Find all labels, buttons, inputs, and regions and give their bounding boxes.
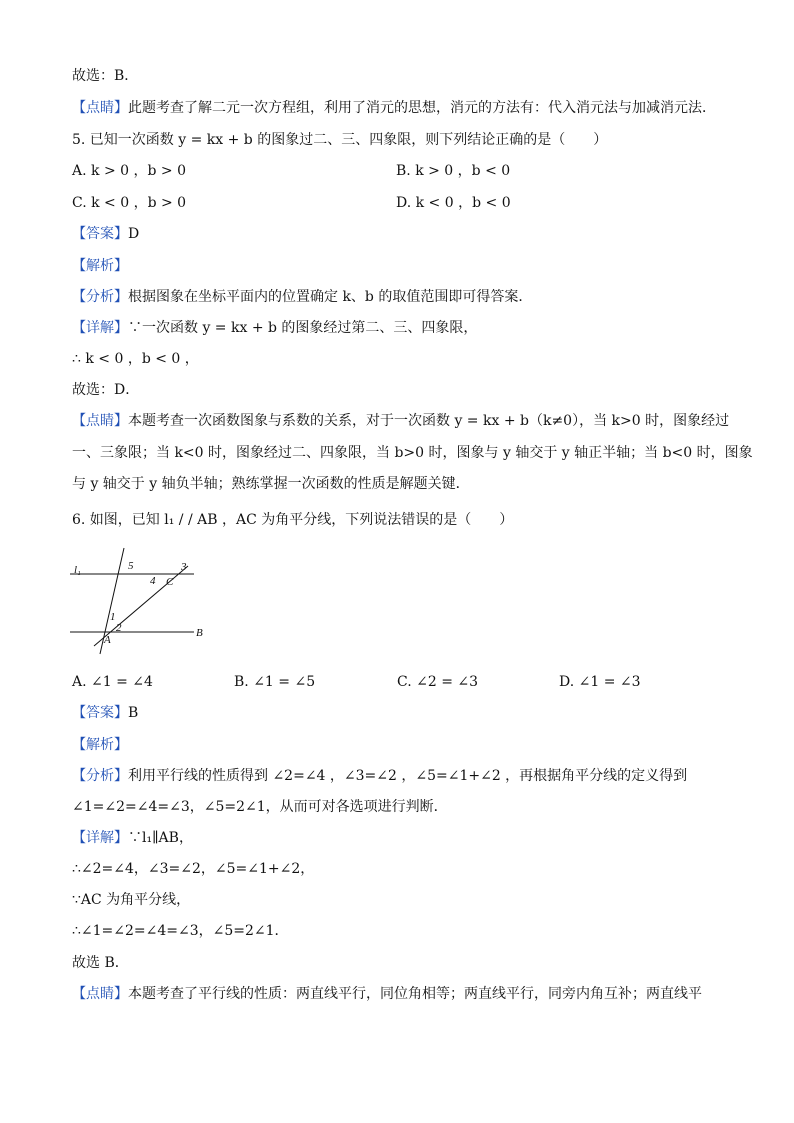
section-tag: 【点睛】 — [72, 986, 128, 1002]
text-line — [72, 318, 477, 338]
text-line: 故选：D． — [72, 382, 140, 398]
answer-tag: 【答案】 — [72, 226, 128, 242]
text-line — [72, 98, 716, 118]
text-line: ∴∠1=∠2=∠4=∠3，∠5=2∠1． — [72, 923, 289, 939]
text-line — [72, 411, 729, 431]
answer-value: D — [128, 226, 140, 242]
analysis-heading: 【解析】 — [72, 737, 128, 753]
analysis-text: 利用平行线的性质得到 ∠2=∠4 ，∠3=∠2 ，∠5=∠1+∠2 ，再根据角平分线的定义得到 — [128, 768, 688, 784]
q6-option-b: B. ∠1 = ∠5 — [234, 674, 316, 690]
section-tag: 【点睛】 — [72, 413, 128, 429]
q5-option-b: B. k > 0 ，b < 0 — [396, 163, 511, 179]
text-line: ∵AC 为角平分线， — [72, 892, 191, 908]
q5-option-c: C. k < 0 ，b > 0 — [72, 195, 187, 211]
section-tag: 【点睛】 — [72, 100, 128, 116]
q6-option-d: D. ∠1 = ∠3 — [559, 674, 641, 690]
detail-text: ∵l₁∥AB， — [128, 830, 193, 846]
detail-text: ∵一次函数 y = kx + b 的图象经过第二、三、四象限， — [128, 320, 478, 336]
text-line — [72, 287, 532, 307]
text-line: ∠1=∠2=∠4=∠3，∠5=2∠1，从而可对各选项进行判断． — [72, 799, 448, 815]
text-line: ∴∠2=∠4，∠3=∠2，∠5=∠1+∠2， — [72, 861, 315, 877]
answer-line — [72, 224, 139, 244]
text-line: ∴ k < 0 ，b < 0 ， — [72, 351, 199, 367]
label-point-a: A — [104, 634, 111, 646]
label-point-b: B — [196, 627, 203, 639]
text-line: 一、三象限；当 k<0 时，图象经过二、四象限，当 b>0 时，图象与 y 轴交于 y 轴正半轴；当 b<0 时，图象 — [72, 445, 753, 461]
tip-text: 本题考查一次函数图象与系数的关系，对于一次函数 y = kx + b（k≠0），当 k>0 时，图象经过 — [128, 413, 730, 429]
analysis-heading: 【解析】 — [72, 258, 128, 274]
geometry-figure — [68, 544, 218, 656]
label-angle-5: 5 — [128, 560, 134, 572]
geometry-diagram — [68, 544, 218, 656]
label-angle-4: 4 — [150, 575, 156, 587]
answer-tag: 【答案】 — [72, 705, 128, 721]
section-tag: 【分析】 — [72, 289, 128, 305]
answer-line — [72, 703, 138, 723]
text-line: 故选 B． — [72, 955, 129, 971]
q6-option-a: A. ∠1 = ∠4 — [72, 674, 153, 690]
q5-option-a: A. k > 0 ，b > 0 — [72, 163, 186, 179]
text-line — [72, 984, 702, 1004]
tip-text: 此题考查了解二元一次方程组，利用了消元的思想，消元的方法有：代入消元法与加减消元法． — [128, 100, 716, 116]
q6-option-c: C. ∠2 = ∠3 — [397, 674, 479, 690]
text-line — [72, 828, 193, 848]
label-l1: l₁ — [74, 564, 81, 576]
label-angle-1: 1 — [110, 611, 116, 623]
tip-text: 本题考查了平行线的性质：两直线平行，同位角相等；两直线平行，同旁内角互补；两直线平 — [128, 986, 702, 1002]
q5-option-d: D. k < 0 ，b < 0 — [396, 195, 511, 211]
section-tag: 【分析】 — [72, 768, 128, 784]
section-tag: 【详解】 — [72, 320, 128, 336]
answer-value: B — [128, 705, 139, 721]
text-line: 与 y 轴交于 y 轴负半轴；熟练掌握一次函数的性质是解题关键． — [72, 476, 470, 492]
question-5: 5. 已知一次函数 y = kx + b 的图象过二、三、四象限，则下列结论正确的是（ ） — [72, 132, 608, 148]
label-angle-3: 3 — [181, 561, 187, 573]
question-6: 6. 如图，已知 l₁ / / AB ，AC 为角平分线，下列说法错误的是（ ） — [72, 512, 514, 528]
section-tag: 【详解】 — [72, 830, 128, 846]
analysis-text: 根据图象在坐标平面内的位置确定 k、b 的取值范围即可得答案． — [128, 289, 533, 305]
label-point-c: C — [166, 576, 174, 588]
label-angle-2: 2 — [116, 622, 122, 634]
text-line — [72, 766, 687, 786]
text-line: 故选：B． — [72, 68, 139, 84]
